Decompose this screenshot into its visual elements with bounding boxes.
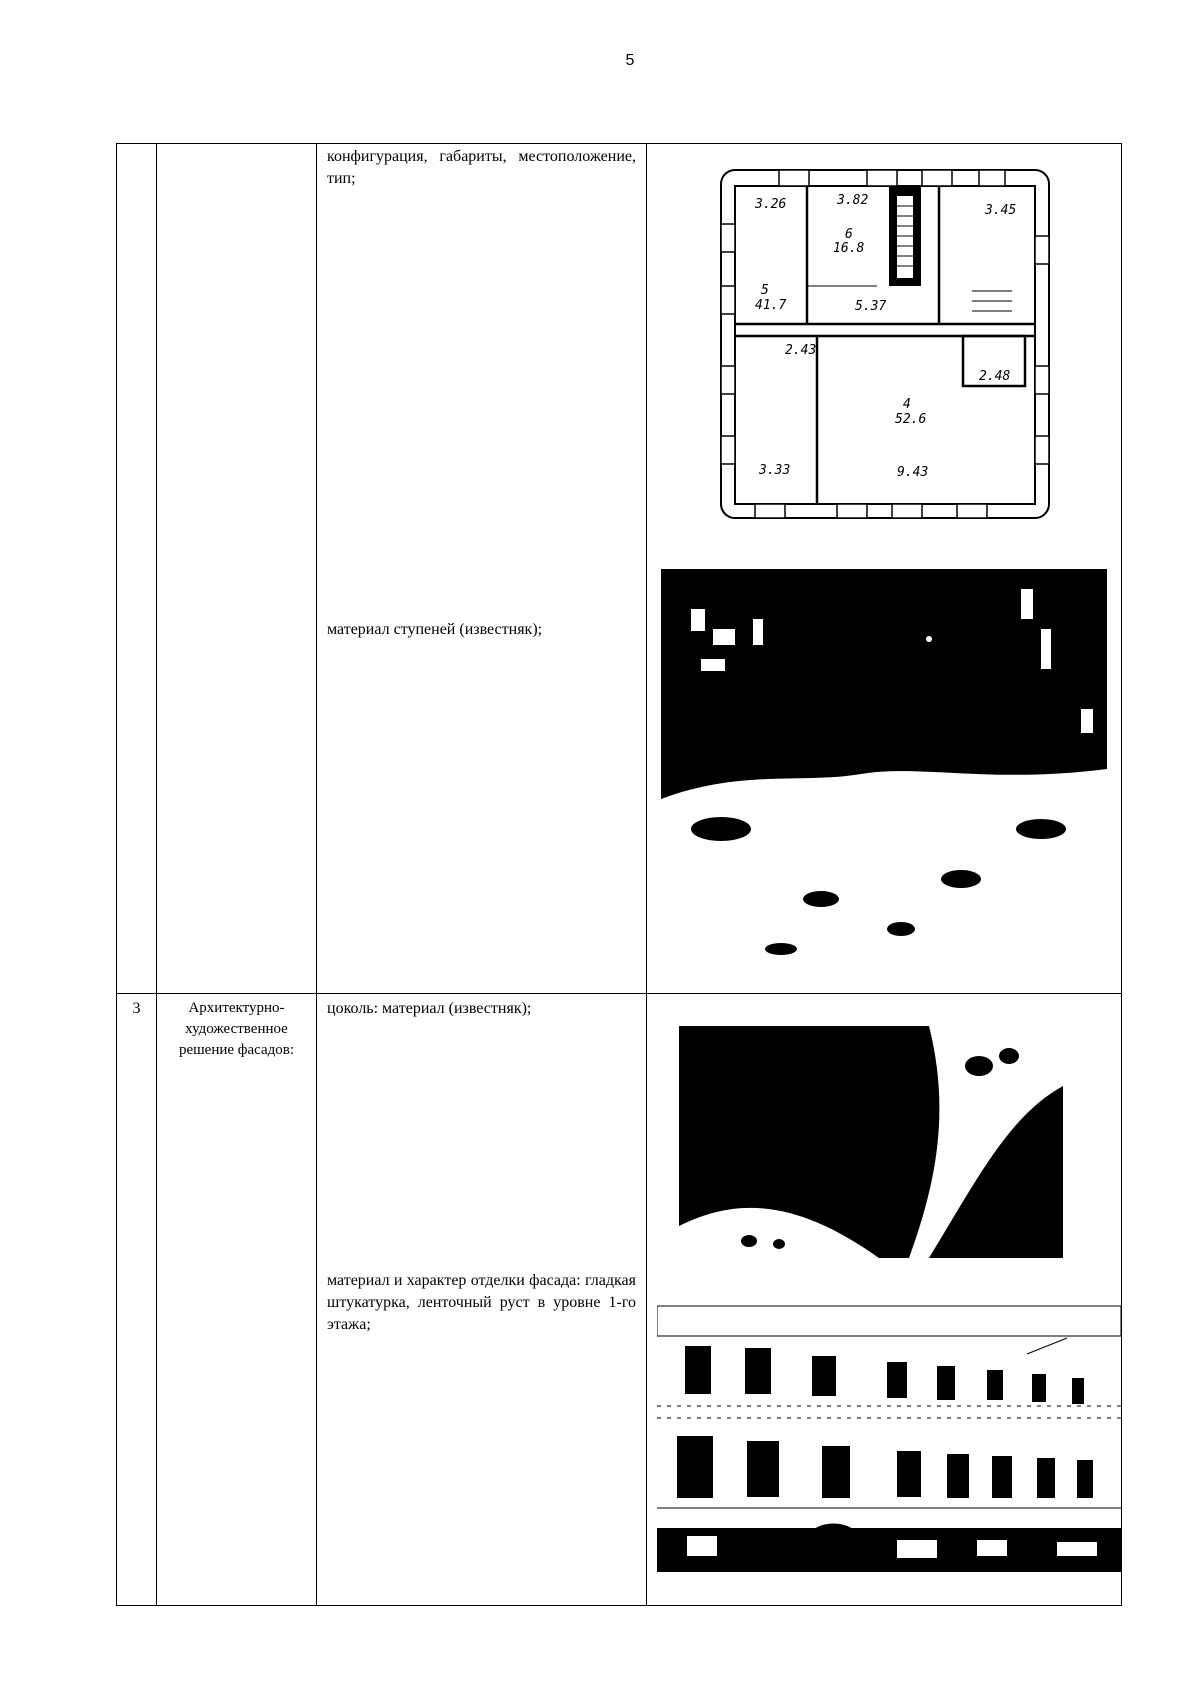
svg-text:3.26: 3.26	[755, 197, 787, 212]
svg-text:9.43: 9.43	[897, 465, 929, 480]
svg-text:3.33: 3.33	[759, 463, 791, 478]
steps-photo	[661, 569, 1107, 979]
row-number: 3	[117, 994, 157, 1606]
row-description	[317, 994, 647, 1606]
svg-text:5: 5	[761, 283, 769, 298]
row-images	[647, 144, 1122, 994]
svg-text:5.37: 5.37	[855, 299, 887, 314]
svg-text:41.7: 41.7	[755, 298, 787, 313]
svg-text:4: 4	[903, 397, 911, 412]
table-row	[117, 994, 1122, 1606]
row-images	[647, 994, 1122, 1606]
text-steps-material: материал ступеней (известняк);	[327, 621, 543, 638]
floor-plan-image	[717, 166, 1053, 522]
text-configuration: конфигурация, габариты, местоположение, тип;	[327, 148, 636, 187]
objects-table	[116, 143, 1122, 1606]
svg-text:2.43: 2.43	[785, 343, 817, 358]
svg-text:2.48: 2.48	[979, 369, 1011, 384]
page-number: 5	[625, 52, 635, 69]
row-name	[157, 144, 317, 994]
row-number	[117, 144, 157, 994]
svg-text:3.82: 3.82	[837, 193, 869, 208]
svg-text:52.6: 52.6	[895, 412, 927, 427]
table-row	[117, 144, 1122, 994]
facade-photo	[657, 1296, 1121, 1572]
svg-text:3.45: 3.45	[985, 203, 1017, 218]
plinth-photo	[679, 1026, 1063, 1258]
text-plinth-material: цоколь: материал (известняк);	[327, 1000, 532, 1017]
svg-text:16.8: 16.8	[833, 241, 865, 256]
svg-text:6: 6	[845, 227, 853, 242]
text-facade-finish: материал и характер отделки фасада: гладкая штукатурка, ленточный руст в уровне 1-го этажа;	[327, 1272, 636, 1333]
row-description	[317, 144, 647, 994]
row-name: Архитектурно-художественное решение фасадов:	[157, 994, 317, 1606]
